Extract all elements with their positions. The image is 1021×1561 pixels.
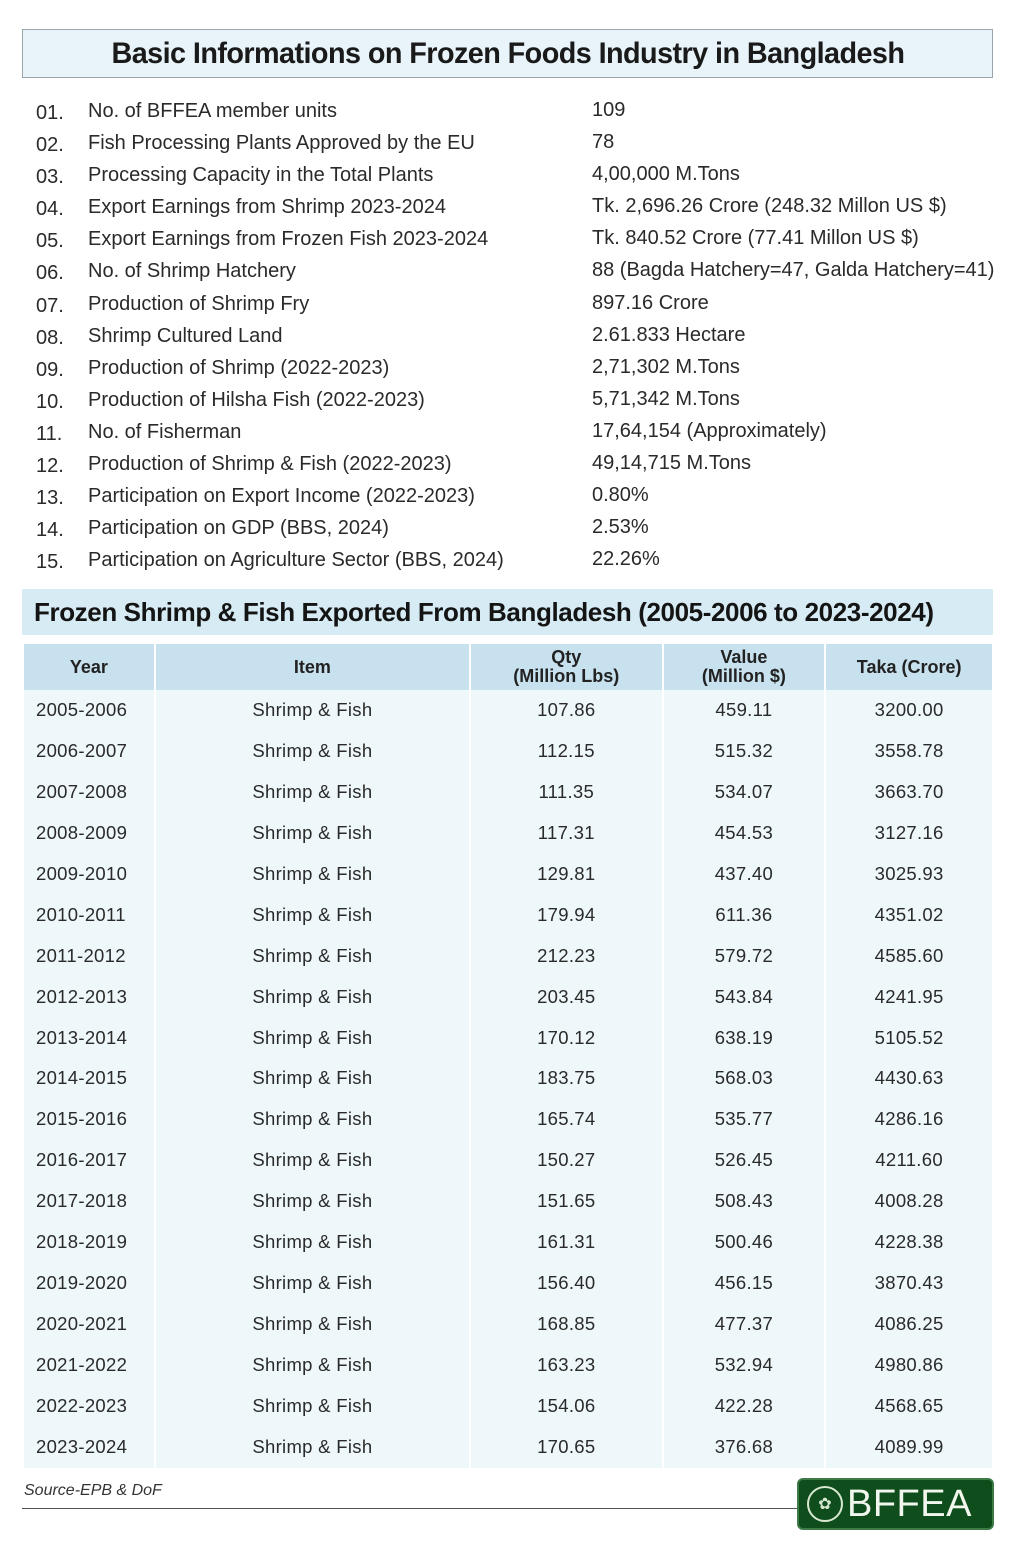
cell-value: 500.46 bbox=[664, 1222, 825, 1263]
cell-qty: 154.06 bbox=[471, 1385, 662, 1426]
column-header-label: Item bbox=[293, 656, 331, 677]
column-header-unit: (Million $) bbox=[701, 666, 786, 686]
table-row bbox=[24, 1140, 992, 1181]
cell-value: 515.32 bbox=[664, 731, 825, 772]
info-number: 05. bbox=[36, 230, 64, 253]
footer-divider bbox=[22, 1508, 802, 1509]
info-number: 04. bbox=[36, 198, 64, 221]
cell-year: 2018-2019 bbox=[24, 1222, 154, 1263]
cell-year: 2007-2008 bbox=[24, 772, 154, 813]
cell-value: 568.03 bbox=[664, 1058, 825, 1099]
info-label: Participation on Export Income (2022-2023) bbox=[88, 485, 475, 508]
cell-taka: 4086.25 bbox=[826, 1303, 992, 1344]
cell-taka: 4008.28 bbox=[826, 1181, 992, 1222]
info-row bbox=[36, 289, 1001, 321]
table-row bbox=[24, 1181, 992, 1222]
cell-year: 2017-2018 bbox=[24, 1181, 154, 1222]
info-value: Tk. 2,696.26 Crore (248.32 Millon US $) bbox=[592, 195, 947, 218]
table-row bbox=[24, 976, 992, 1017]
table-row bbox=[24, 772, 992, 813]
info-value: 0.80% bbox=[592, 484, 649, 507]
cell-taka: 4089.99 bbox=[826, 1426, 992, 1468]
info-value: 78 bbox=[592, 131, 615, 154]
cell-taka: 3025.93 bbox=[826, 854, 992, 895]
cell-year: 2006-2007 bbox=[24, 731, 154, 772]
cell-value: 422.28 bbox=[664, 1385, 825, 1426]
cell-value: 535.77 bbox=[664, 1099, 825, 1140]
cell-qty: 163.23 bbox=[471, 1344, 662, 1385]
table-row bbox=[24, 935, 992, 976]
info-row bbox=[36, 481, 1001, 513]
cell-item: Shrimp & Fish bbox=[156, 1099, 469, 1140]
info-label: Production of Shrimp & Fish (2022-2023) bbox=[88, 453, 452, 476]
bffea-logo bbox=[797, 1478, 994, 1530]
info-value: Tk. 840.52 Crore (77.41 Millon US $) bbox=[592, 227, 919, 250]
table-row bbox=[24, 690, 992, 731]
table-row bbox=[24, 1222, 992, 1263]
info-number: 06. bbox=[36, 262, 64, 285]
info-number: 15. bbox=[36, 551, 64, 574]
column-header bbox=[471, 644, 662, 690]
info-value: 2.53% bbox=[592, 516, 649, 539]
info-label: No. of Fisherman bbox=[88, 420, 242, 443]
cell-value: 376.68 bbox=[664, 1426, 825, 1468]
cell-taka: 3127.16 bbox=[826, 813, 992, 854]
table-row bbox=[24, 1017, 992, 1058]
cell-taka: 3558.78 bbox=[826, 731, 992, 772]
cell-value: 526.45 bbox=[664, 1140, 825, 1181]
cell-item: Shrimp & Fish bbox=[156, 690, 469, 731]
info-number: 10. bbox=[36, 390, 64, 413]
cell-item: Shrimp & Fish bbox=[156, 1058, 469, 1099]
column-header-label: Qty bbox=[551, 647, 582, 667]
cell-item: Shrimp & Fish bbox=[156, 772, 469, 813]
info-label: Processing Capacity in the Total Plants bbox=[88, 164, 434, 187]
info-label: Participation on GDP (BBS, 2024) bbox=[88, 517, 389, 540]
cell-year: 2014-2015 bbox=[24, 1058, 154, 1099]
info-number: 07. bbox=[36, 294, 64, 317]
cell-year: 2015-2016 bbox=[24, 1099, 154, 1140]
cell-year: 2009-2010 bbox=[24, 854, 154, 895]
info-value: 22.26% bbox=[592, 548, 660, 571]
column-header-label: Value bbox=[720, 647, 768, 667]
cell-year: 2012-2013 bbox=[24, 976, 154, 1017]
table-row bbox=[24, 1303, 992, 1344]
table-row bbox=[24, 1344, 992, 1385]
cell-taka: 4568.65 bbox=[826, 1385, 992, 1426]
info-row bbox=[36, 128, 1001, 160]
cell-item: Shrimp & Fish bbox=[156, 1140, 469, 1181]
info-value: 4,00,000 M.Tons bbox=[592, 163, 740, 186]
info-row bbox=[36, 417, 1001, 449]
cell-value: 437.40 bbox=[664, 854, 825, 895]
column-header-label: Taka (Crore) bbox=[856, 656, 962, 677]
info-value: 2.61.833 Hectare bbox=[592, 323, 746, 346]
cell-taka: 4286.16 bbox=[826, 1099, 992, 1140]
cell-year: 2022-2023 bbox=[24, 1385, 154, 1426]
cell-year: 2008-2009 bbox=[24, 813, 154, 854]
cell-qty: 107.86 bbox=[471, 690, 662, 731]
info-label: No. of BFFEA member units bbox=[88, 100, 337, 122]
cell-item: Shrimp & Fish bbox=[156, 813, 469, 854]
cell-value: 477.37 bbox=[664, 1303, 825, 1344]
info-number: 08. bbox=[36, 326, 64, 349]
info-number: 11. bbox=[36, 422, 63, 445]
info-value: 897.16 Crore bbox=[592, 291, 709, 314]
cell-qty: 183.75 bbox=[471, 1058, 662, 1099]
column-header-unit: (Million Lbs) bbox=[513, 666, 620, 686]
cell-qty: 111.35 bbox=[471, 772, 662, 813]
cell-qty: 150.27 bbox=[471, 1140, 662, 1181]
cell-value: 543.84 bbox=[664, 976, 825, 1017]
cell-taka: 4228.38 bbox=[826, 1222, 992, 1263]
info-row bbox=[36, 545, 1001, 577]
info-row bbox=[36, 449, 1001, 481]
cell-qty: 179.94 bbox=[471, 894, 662, 935]
info-row bbox=[36, 160, 1001, 192]
table-row bbox=[24, 1262, 992, 1303]
cell-taka: 3870.43 bbox=[826, 1262, 992, 1303]
cell-item: Shrimp & Fish bbox=[156, 1262, 469, 1303]
exports-section-banner bbox=[22, 589, 993, 635]
column-header bbox=[24, 644, 154, 690]
cell-item: Shrimp & Fish bbox=[156, 1426, 469, 1468]
info-label: Export Earnings from Frozen Fish 2023-2024 bbox=[88, 228, 489, 251]
info-value: 88 (Bagda Hatchery=47, Galda Hatchery=41) bbox=[592, 259, 995, 282]
cell-item: Shrimp & Fish bbox=[156, 976, 469, 1017]
cell-qty: 117.31 bbox=[471, 813, 662, 854]
cell-taka: 3663.70 bbox=[826, 772, 992, 813]
cell-item: Shrimp & Fish bbox=[156, 1385, 469, 1426]
column-header-label: Year bbox=[69, 656, 108, 677]
source-note: Source-EPB & DoF bbox=[24, 1482, 162, 1499]
info-row bbox=[36, 353, 1001, 385]
cell-qty: 212.23 bbox=[471, 935, 662, 976]
cell-item: Shrimp & Fish bbox=[156, 935, 469, 976]
table-row bbox=[24, 894, 992, 935]
cell-value: 459.11 bbox=[664, 690, 825, 731]
cell-value: 611.36 bbox=[664, 894, 825, 935]
cell-qty: 170.65 bbox=[471, 1426, 662, 1468]
table-row bbox=[24, 1099, 992, 1140]
cell-item: Shrimp & Fish bbox=[156, 894, 469, 935]
column-header bbox=[826, 644, 992, 690]
cell-value: 532.94 bbox=[664, 1344, 825, 1385]
cell-year: 2020-2021 bbox=[24, 1303, 154, 1344]
table-header-row bbox=[24, 644, 992, 690]
info-number: 13. bbox=[36, 487, 64, 510]
cell-item: Shrimp & Fish bbox=[156, 1344, 469, 1385]
cell-item: Shrimp & Fish bbox=[156, 1017, 469, 1058]
info-row bbox=[36, 321, 1001, 353]
cell-value: 456.15 bbox=[664, 1262, 825, 1303]
exports-section-title: Frozen Shrimp & Fish Exported From Bangladesh (2005-2006 to 2023-2024) bbox=[34, 596, 934, 627]
table-row bbox=[24, 1058, 992, 1099]
cell-year: 2013-2014 bbox=[24, 1017, 154, 1058]
info-label: Shrimp Cultured Land bbox=[88, 324, 283, 347]
info-value: 2,71,302 M.Tons bbox=[592, 355, 740, 378]
info-label: No. of Shrimp Hatchery bbox=[88, 260, 296, 283]
info-number: 01. bbox=[36, 102, 64, 124]
basic-info-list bbox=[36, 96, 1001, 577]
table-row bbox=[24, 813, 992, 854]
cell-year: 2011-2012 bbox=[24, 935, 154, 976]
cell-value: 638.19 bbox=[664, 1017, 825, 1058]
table-row bbox=[24, 1426, 992, 1468]
cell-item: Shrimp & Fish bbox=[156, 1181, 469, 1222]
table-body bbox=[24, 690, 992, 1468]
info-number: 02. bbox=[36, 134, 64, 157]
info-value: 5,71,342 M.Tons bbox=[592, 387, 740, 410]
table-row bbox=[24, 731, 992, 772]
info-label: Export Earnings from Shrimp 2023-2024 bbox=[88, 196, 446, 219]
cell-qty: 170.12 bbox=[471, 1017, 662, 1058]
info-label: Participation on Agriculture Sector (BBS, 2024) bbox=[88, 549, 504, 572]
info-label: Fish Processing Plants Approved by the EU bbox=[88, 132, 475, 155]
info-label: Production of Hilsha Fish (2022-2023) bbox=[88, 388, 425, 411]
cell-year: 2016-2017 bbox=[24, 1140, 154, 1181]
cell-year: 2005-2006 bbox=[24, 690, 154, 731]
cell-value: 454.53 bbox=[664, 813, 825, 854]
table-row bbox=[24, 1385, 992, 1426]
cell-value: 508.43 bbox=[664, 1181, 825, 1222]
cell-item: Shrimp & Fish bbox=[156, 854, 469, 895]
info-row bbox=[36, 513, 1001, 545]
cell-taka: 4211.60 bbox=[826, 1140, 992, 1181]
cell-item: Shrimp & Fish bbox=[156, 731, 469, 772]
cell-year: 2010-2011 bbox=[24, 894, 154, 935]
cell-year: 2019-2020 bbox=[24, 1262, 154, 1303]
cell-qty: 129.81 bbox=[471, 854, 662, 895]
logo-text: BFFEA bbox=[847, 1482, 972, 1525]
cell-taka: 4351.02 bbox=[826, 894, 992, 935]
cell-taka: 5105.52 bbox=[826, 1017, 992, 1058]
info-label: Production of Shrimp Fry bbox=[88, 292, 310, 315]
info-row bbox=[36, 192, 1001, 224]
info-row bbox=[36, 256, 1001, 288]
cell-qty: 165.74 bbox=[471, 1099, 662, 1140]
column-header bbox=[664, 644, 825, 690]
info-number: 09. bbox=[36, 358, 64, 381]
table-row bbox=[24, 854, 992, 895]
cell-taka: 4980.86 bbox=[826, 1344, 992, 1385]
info-value: 109 bbox=[592, 99, 626, 121]
cell-year: 2023-2024 bbox=[24, 1426, 154, 1468]
cell-value: 534.07 bbox=[664, 772, 825, 813]
cell-qty: 168.85 bbox=[471, 1303, 662, 1344]
info-label: Production of Shrimp (2022-2023) bbox=[88, 356, 390, 379]
cell-qty: 156.40 bbox=[471, 1262, 662, 1303]
cell-taka: 4430.63 bbox=[826, 1058, 992, 1099]
cell-taka: 4241.95 bbox=[826, 976, 992, 1017]
info-row bbox=[36, 224, 1001, 256]
info-number: 12. bbox=[36, 455, 64, 478]
shrimp-emblem-icon: ✿ bbox=[807, 1486, 843, 1522]
column-header bbox=[156, 644, 469, 690]
cell-taka: 3200.00 bbox=[826, 690, 992, 731]
cell-item: Shrimp & Fish bbox=[156, 1222, 469, 1263]
cell-year: 2021-2022 bbox=[24, 1344, 154, 1385]
info-value: 49,14,715 M.Tons bbox=[592, 452, 751, 475]
cell-value: 579.72 bbox=[664, 935, 825, 976]
info-value: 17,64,154 (Approximately) bbox=[592, 419, 827, 442]
cell-qty: 161.31 bbox=[471, 1222, 662, 1263]
cell-taka: 4585.60 bbox=[826, 935, 992, 976]
info-row bbox=[36, 385, 1001, 417]
cell-item: Shrimp & Fish bbox=[156, 1303, 469, 1344]
info-number: 03. bbox=[36, 166, 64, 189]
page-title-banner bbox=[22, 29, 993, 78]
info-row bbox=[36, 96, 1001, 128]
exports-table bbox=[22, 644, 994, 1468]
info-number: 14. bbox=[36, 519, 64, 542]
cell-qty: 203.45 bbox=[471, 976, 662, 1017]
page-title: Basic Informations on Frozen Foods Industry in Bangladesh bbox=[111, 36, 904, 70]
cell-qty: 151.65 bbox=[471, 1181, 662, 1222]
cell-qty: 112.15 bbox=[471, 731, 662, 772]
